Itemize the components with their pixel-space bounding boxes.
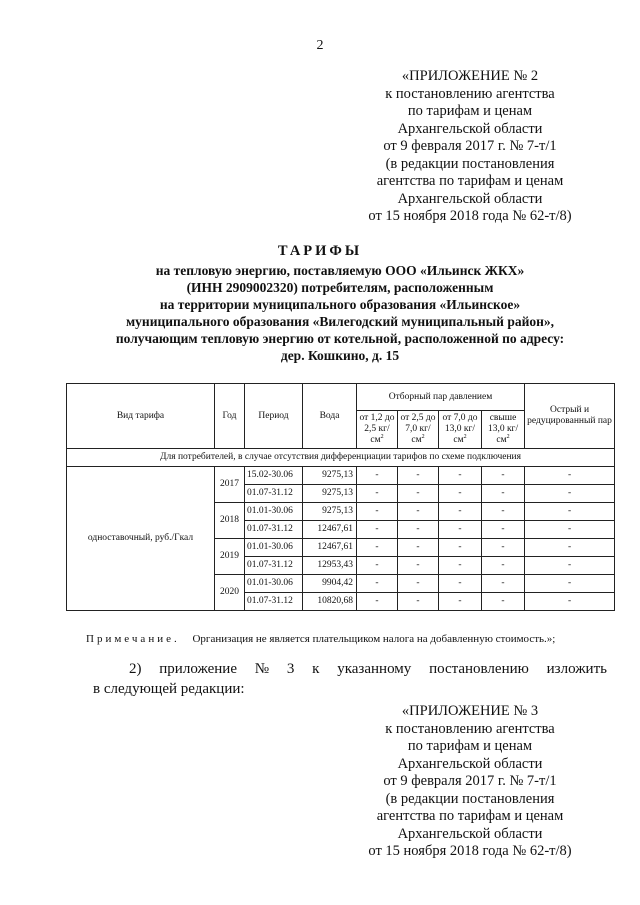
header-steam-2: от 2,5 до 7,0 $кг/см^2$ <box>398 411 439 449</box>
appendix-line: агентства по тарифам и ценам <box>376 173 564 189</box>
appendix-line: Архангельской области <box>397 120 543 137</box>
water-cell: 9275,13 <box>303 503 357 521</box>
period-cell: 01.01-30.06 <box>245 539 303 557</box>
steam-cell: - <box>357 467 398 485</box>
header-year: Год <box>215 384 245 449</box>
water-cell: 9275,13 <box>303 485 357 503</box>
header-water: Вода <box>303 384 357 449</box>
appendix-line: (в редакции постановления <box>385 790 555 807</box>
tariff-type-cell: одноставочный, руб./Гкал <box>67 467 215 611</box>
subtitle-line: (ИНН 2909002320) потребителям, расположенным <box>186 280 494 295</box>
steam-cell: - <box>439 593 482 611</box>
year-cell: 2020 <box>215 575 245 611</box>
note-text: Организация не является плательщиком налога на добавленную стоимость.»; <box>192 633 556 645</box>
appendix-line: «ПРИЛОЖЕНИЕ № 2 <box>401 68 539 84</box>
header-steam-3: от 7,0 до 13,0 $кг/см^2$ <box>439 411 482 449</box>
steam-cell: - <box>439 575 482 593</box>
year-cell: 2019 <box>215 539 245 575</box>
steam-cell: - <box>398 503 439 521</box>
document-subtitle <box>60 262 620 364</box>
steam-cell: - <box>398 521 439 539</box>
appendix-line: Архангельской области <box>397 755 543 772</box>
appendix-line: по тарифам и ценам <box>407 738 533 754</box>
steam-cell: - <box>482 521 525 539</box>
water-cell: 10820,68 <box>303 593 357 611</box>
steam-cell: - <box>357 521 398 539</box>
steam-cell: - <box>482 539 525 557</box>
paragraph-word: указанному <box>337 661 412 677</box>
subtitle-line: муниципального образования «Вилегодский муниципальный район», <box>125 314 555 329</box>
steam-cell: - <box>398 467 439 485</box>
appendix-line: от 9 февраля 2017 г. № 7-т/1 <box>383 138 557 154</box>
water-cell: 12953,43 <box>303 557 357 575</box>
header-sharp-steam: Острый и редуцированный пар <box>525 384 615 449</box>
period-cell: 01.07-31.12 <box>245 521 303 539</box>
period-cell: 01.07-31.12 <box>245 557 303 575</box>
paragraph-word: приложение <box>159 661 237 677</box>
steam-cell: - <box>398 557 439 575</box>
header-tariff-type: Вид тарифа <box>67 384 215 449</box>
paragraph-word: постановлению <box>429 661 529 677</box>
sharp-steam-cell: - <box>525 521 615 539</box>
document-title: ТАРИФЫ <box>277 243 363 259</box>
sharp-steam-cell: - <box>525 467 615 485</box>
subtitle-line: на территории муниципального образования «Ильинское» <box>159 297 521 312</box>
period-cell: 01.07-31.12 <box>245 485 303 503</box>
steam-cell: - <box>398 539 439 557</box>
paragraph-line-1 <box>129 661 607 678</box>
steam-cell: - <box>482 575 525 593</box>
steam-cell: - <box>357 503 398 521</box>
header-period: Период <box>245 384 303 449</box>
period-cell: 01.01-30.06 <box>245 575 303 593</box>
steam-cell: - <box>357 485 398 503</box>
steam-cell: - <box>357 593 398 611</box>
appendix-line: к постановлению агентства <box>385 720 555 737</box>
steam-cell: - <box>482 557 525 575</box>
subtitle-line: на тепловую энергию, поставляемую ООО «Ильинск ЖКХ» <box>155 263 525 278</box>
water-cell: 12467,61 <box>303 539 357 557</box>
sharp-steam-cell: - <box>525 485 615 503</box>
paragraph-word: 3 <box>286 661 295 677</box>
steam-cell: - <box>439 485 482 503</box>
appendix-line: от 15 ноября 2018 года № 62-т/8) <box>368 843 572 859</box>
sharp-steam-cell: - <box>525 539 615 557</box>
steam-cell: - <box>439 557 482 575</box>
subtitle-line: получающим тепловую энергию от котельной, расположенной по адресу: <box>115 331 565 346</box>
steam-cell: - <box>357 575 398 593</box>
year-cell: 2018 <box>215 503 245 539</box>
appendix-header-top <box>340 68 600 226</box>
period-cell: 15.02-30.06 <box>245 467 303 485</box>
subtitle-line: дер. Кошкино, д. 15 <box>280 348 400 363</box>
sharp-steam-cell: - <box>525 557 615 575</box>
steam-cell: - <box>482 503 525 521</box>
appendix-line: по тарифам и ценам <box>407 103 533 119</box>
header-steam-group: Отборный пар давлением <box>357 384 525 411</box>
page-number: 2 <box>316 38 324 53</box>
consumer-row: Для потребителей, в случае отсутствия дифференциации тарифов по схеме подключения <box>67 449 615 467</box>
steam-cell: - <box>439 521 482 539</box>
appendix-line: от 15 ноября 2018 года № 62-т/8) <box>368 208 572 224</box>
steam-cell: - <box>357 539 398 557</box>
appendix-line: агентства по тарифам и ценам <box>376 808 564 824</box>
sharp-steam-cell: - <box>525 575 615 593</box>
appendix-line: (в редакции постановления <box>385 155 555 172</box>
tariff-table <box>66 383 615 611</box>
water-cell: 9904,42 <box>303 575 357 593</box>
appendix-header-bottom <box>340 703 600 861</box>
table-note <box>86 633 555 645</box>
steam-cell: - <box>439 539 482 557</box>
header-steam-1: от 1,2 до 2,5 $кг/см^2$ <box>357 411 398 449</box>
paragraph-word: к <box>312 661 320 677</box>
appendix-line: от 9 февраля 2017 г. № 7-т/1 <box>383 773 557 789</box>
steam-cell: - <box>482 485 525 503</box>
appendix-line: «ПРИЛОЖЕНИЕ № 3 <box>401 703 539 719</box>
paragraph-word: № <box>254 661 270 677</box>
year-cell: 2017 <box>215 467 245 503</box>
steam-cell: - <box>439 503 482 521</box>
water-cell: 9275,13 <box>303 467 357 485</box>
sharp-steam-cell: - <box>525 503 615 521</box>
appendix-line: Архангельской области <box>397 825 543 842</box>
paragraph-word: 2) <box>129 661 142 677</box>
note-label: Примечание. <box>86 633 180 645</box>
sharp-steam-cell: - <box>525 593 615 611</box>
steam-cell: - <box>398 575 439 593</box>
steam-cell: - <box>439 467 482 485</box>
steam-cell: - <box>398 485 439 503</box>
steam-cell: - <box>357 557 398 575</box>
appendix-line: к постановлению агентства <box>385 85 555 102</box>
header-steam-4: свыше 13,0 $кг/см^2$ <box>482 411 525 449</box>
steam-cell: - <box>398 593 439 611</box>
appendix-line: Архангельской области <box>397 190 543 207</box>
steam-cell: - <box>482 467 525 485</box>
period-cell: 01.07-31.12 <box>245 593 303 611</box>
water-cell: 12467,61 <box>303 521 357 539</box>
steam-cell: - <box>482 593 525 611</box>
paragraph-line-2: в следующей редакции: <box>93 681 245 697</box>
period-cell: 01.01-30.06 <box>245 503 303 521</box>
paragraph-word: изложить <box>546 661 607 677</box>
